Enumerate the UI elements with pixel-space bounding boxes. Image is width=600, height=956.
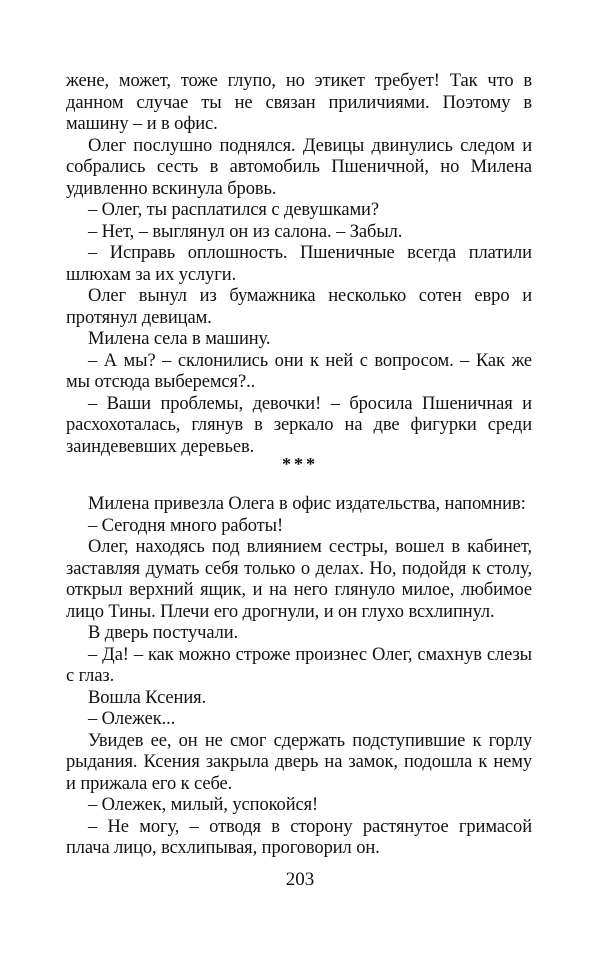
text-section-1 <box>66 71 532 458</box>
paragraph: Милена села в машину. <box>88 329 271 349</box>
paragraph: – А мы? – склонились они к ней с вопросом. – Как же мы отсюда выберемся?.. <box>66 350 532 392</box>
paragraph: – Сегодня много работы! <box>88 515 284 536</box>
paragraph: жене, может, тоже глупо, но этикет требует! Так что в данном случае ты не связан приличиями. Поэтому в машину – и в офис. <box>66 71 532 134</box>
paragraph: Олег послушно поднялся. Девицы двинулись следом и собрались сесть в автомобиль Пшеничной, но Милена удивленно вскинула бровь. <box>66 135 532 199</box>
paragraph: В дверь постучали. <box>88 623 239 643</box>
paragraph: – Исправь оплошность. Пшеничные всегда платили шлюхам за их услуги. <box>66 243 532 285</box>
paragraph: – Да! – как можно строже произнес Олег, смахнув слезы с глаз. <box>66 644 532 686</box>
paragraph: – Не могу, – отводя в сторону растянутое гримасой плача лицо, всхлипывая, проговорил он. <box>66 816 532 858</box>
paragraph: Увидев ее, он не смог сдержать подступившие к горлу рыдания. Ксения закрыла дверь на замок, подошла к нему и прижала его к себе. <box>66 730 532 794</box>
paragraph: Олег, находясь под влиянием сестры, вошел в кабинет, заставляя думать себя только о делах. Но, подойдя к столу, открыл верхний ящик, и на него глянуло милое, любимое лицо Тины. Плечи его дрогнули, и он глухо всхлипнул. <box>66 537 532 622</box>
paragraph: Олег вынул из бумажника несколько сотен евро и протянул девицам. <box>66 286 532 328</box>
paragraph: Вошла Ксения. <box>88 687 207 708</box>
paragraph: – Ваши проблемы, девочки! – бросила Пшеничная и расхохоталась, глянув в зеркало на две фигурки среди заиндевевших деревьев. <box>66 393 532 457</box>
text-section-2 <box>66 494 532 860</box>
paragraph: Милена привезла Олега в офис издательства, напомнив: <box>88 494 526 514</box>
paragraph: – Олег, ты расплатился с девушками? <box>88 200 379 220</box>
paragraph: – Олежек, милый, успокойся! <box>88 795 319 815</box>
paragraph: – Олежек... <box>88 709 176 729</box>
section-separator: *** <box>282 454 318 474</box>
page-number: 203 <box>285 869 315 890</box>
paragraph: – Нет, – выглянул он из салона. – Забыл. <box>88 221 403 242</box>
